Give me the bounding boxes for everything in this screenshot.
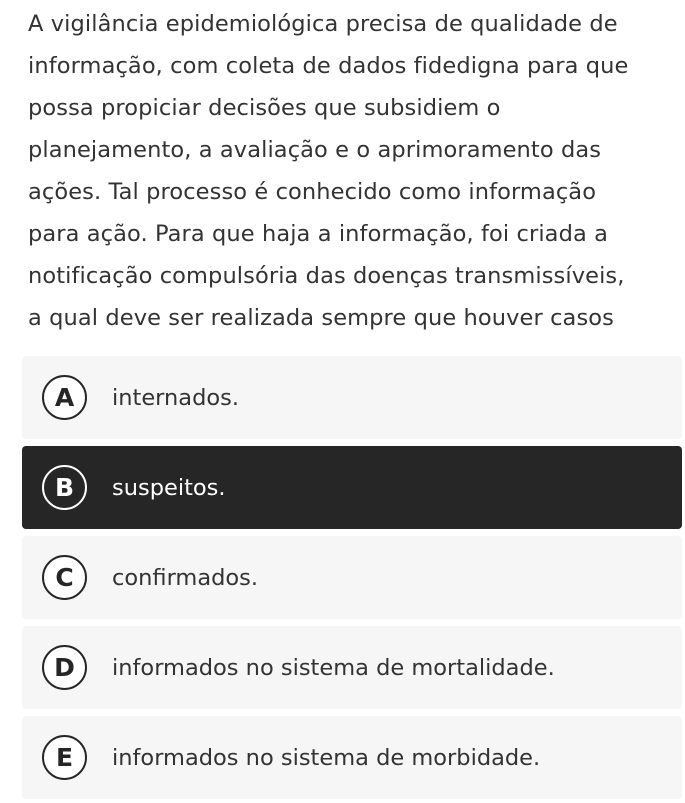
option-label: internados. [112, 384, 240, 411]
option-e[interactable] [22, 716, 682, 799]
question-line: para ação. Para que haja a informação, foi criada a [28, 221, 608, 247]
option-a[interactable] [22, 356, 682, 439]
option-letter-badge: B [42, 465, 87, 510]
option-letter-badge: E [42, 735, 87, 780]
option-b[interactable] [22, 446, 682, 529]
question-line: a qual deve ser realizada sempre que houver casos [28, 305, 614, 331]
question-text [28, 3, 678, 339]
question-line: possa propiciar decisões que subsidiem o [28, 95, 501, 121]
option-letter-badge: D [42, 645, 87, 690]
option-label: suspeitos. [112, 474, 226, 501]
question-line: planejamento, a avaliação e o aprimoramento das [28, 137, 602, 163]
question-line: ações. Tal processo é conhecido como informação [28, 179, 597, 205]
question-line: informação, com coleta de dados fidedigna para que [28, 53, 629, 79]
option-letter-badge: A [42, 375, 87, 420]
option-c[interactable] [22, 536, 682, 619]
question-line: notificação compulsória das doenças transmissíveis, [28, 263, 625, 289]
answer-options [22, 356, 682, 803]
option-label: confirmados. [112, 564, 259, 591]
option-letter-badge: C [42, 555, 87, 600]
option-label: informados no sistema de morbidade. [112, 744, 541, 771]
question-line: A vigilância epidemiológica precisa de qualidade de [28, 11, 618, 37]
option-label: informados no sistema de mortalidade. [112, 654, 555, 681]
option-d[interactable] [22, 626, 682, 709]
